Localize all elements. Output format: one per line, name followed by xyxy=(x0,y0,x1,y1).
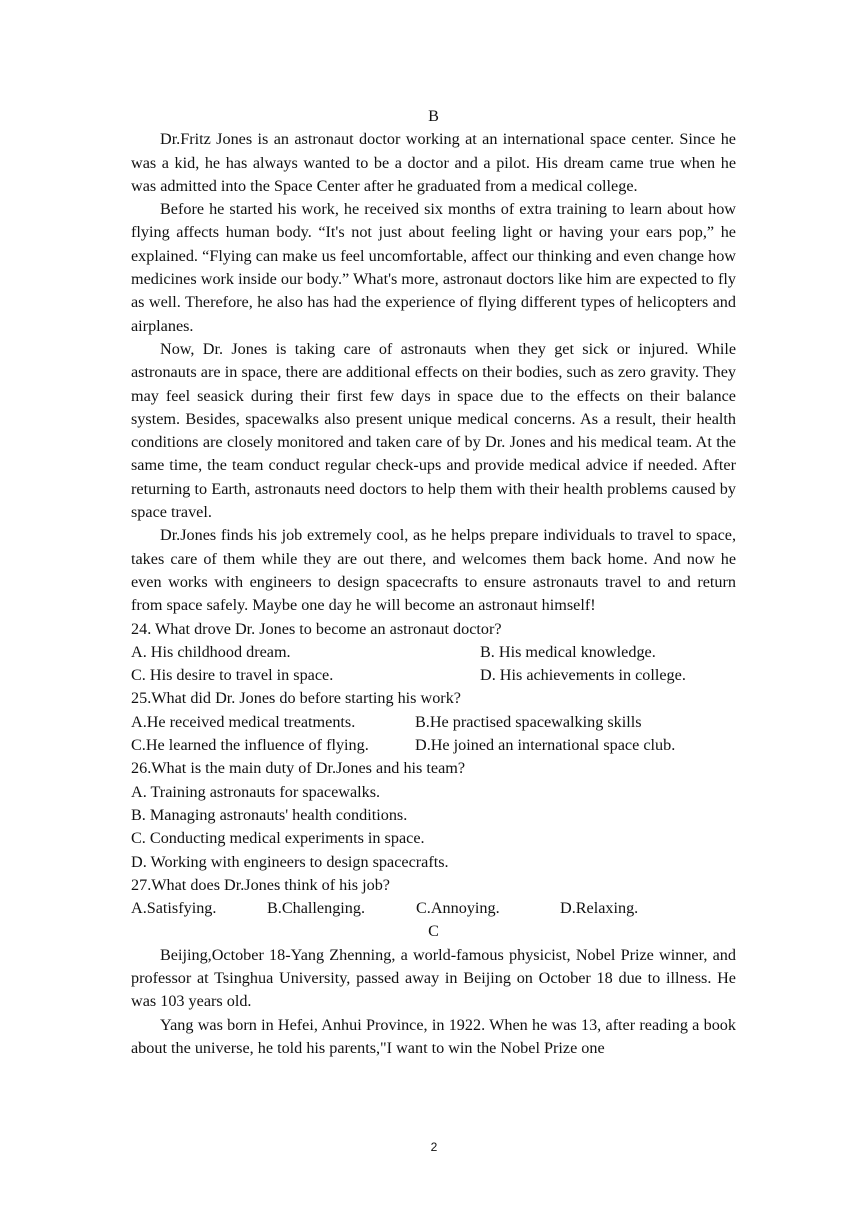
question-25-option-c: C.He learned the influence of flying. xyxy=(131,736,369,755)
page-number: 2 xyxy=(430,1140,438,1154)
section-c-heading: C xyxy=(428,922,439,941)
page-content xyxy=(131,105,736,1060)
section-b-paragraph-1: Dr.Fritz Jones is an astronaut doctor working at an international space center. Since he was a kid, he has always wanted to be a doctor and a pilot. His dream came true when he was admitted into the Space Center after he graduated from a medical college. xyxy=(131,130,736,195)
question-24-option-c: C. His desire to travel in space. xyxy=(131,666,334,685)
question-27-stem: 27.What does Dr.Jones think of his job? xyxy=(131,875,390,894)
question-27-options-row xyxy=(131,897,736,920)
question-27-option-d: D.Relaxing. xyxy=(560,899,639,918)
question-25-option-b: B.He practised spacewalking skills xyxy=(415,712,642,731)
question-25-option-a: A.He received medical treatments. xyxy=(131,712,356,731)
section-b-paragraph-4: Dr.Jones finds his job extremely cool, as he helps prepare individuals to travel to space, takes care of them while they are out there, and welcomes them back home. And now he even works with engineers to design spacecrafts to ensure astronauts travel to and return from space safely. Maybe one day he will become an astronaut himself! xyxy=(131,526,736,615)
section-b-heading: B xyxy=(428,107,439,125)
question-25-options-row-1 xyxy=(131,711,736,734)
question-24-options-row-1 xyxy=(131,641,736,664)
question-24-option-a: A. His childhood dream. xyxy=(131,642,291,661)
question-26-option-a: A. Training astronauts for spacewalks. xyxy=(131,782,381,801)
section-b-paragraph-3: Now, Dr. Jones is taking care of astronauts when they get sick or injured. While astronauts are in space, there are additional effects on their bodies, such as zero gravity. They may feel seasick during their first few days in space due to the effects on their balance system. Besides, spacewalks also present unique medical concerns. As a result, their health conditions are closely monitored and taken care of by Dr. Jones and his medical team. At the same time, the team conduct regular check-ups and provide medical advice if needed. After returning to Earth, astronauts need doctors to help them with their health problems caused by space travel. xyxy=(131,339,736,522)
question-25-options-row-2 xyxy=(131,734,736,757)
question-27-option-a: A.Satisfying. xyxy=(131,899,217,918)
question-24-option-b: B. His medical knowledge. xyxy=(480,642,656,661)
question-25-option-d: D.He joined an international space club. xyxy=(415,736,676,755)
section-b-paragraph-2: Before he started his work, he received six months of extra training to learn about how flying affects human body. “It's not just about feeling light or having your ears pop,” he explained. “Flying can make us feel uncomfortable, affect our thinking and even change how medicines work inside our body.” What's more, astronaut doctors like him are expected to fly as well. Therefore, he also has had the experience of flying different types of helicopters and airplanes. xyxy=(131,200,736,335)
question-26-option-c: C. Conducting medical experiments in space. xyxy=(131,829,425,848)
question-26-option-b: B. Managing astronauts' health conditions. xyxy=(131,805,408,824)
section-c-paragraph-1: Beijing,October 18-Yang Zhenning, a world-famous physicist, Nobel Prize winner, and professor at Tsinghua University, passed away in Beijing on October 18 due to illness. He was 103 years old. xyxy=(131,945,736,1011)
question-27-option-c: C.Annoying. xyxy=(416,899,500,918)
question-24-options-row-2 xyxy=(131,664,736,687)
question-25-stem: 25.What did Dr. Jones do before starting his work? xyxy=(131,689,461,708)
question-24-stem: 24. What drove Dr. Jones to become an astronaut doctor? xyxy=(131,619,502,638)
section-c-paragraph-2: Yang was born in Hefei, Anhui Province, in 1922. When he was 13, after reading a book about the universe, he told his parents,"I want to win the Nobel Prize one xyxy=(131,1015,736,1057)
question-26-stem: 26.What is the main duty of Dr.Jones and his team? xyxy=(131,759,466,778)
question-24-option-d: D. His achievements in college. xyxy=(480,666,686,685)
question-27-option-b: B.Challenging. xyxy=(267,899,366,918)
question-26-option-d: D. Working with engineers to design spacecrafts. xyxy=(131,852,449,871)
